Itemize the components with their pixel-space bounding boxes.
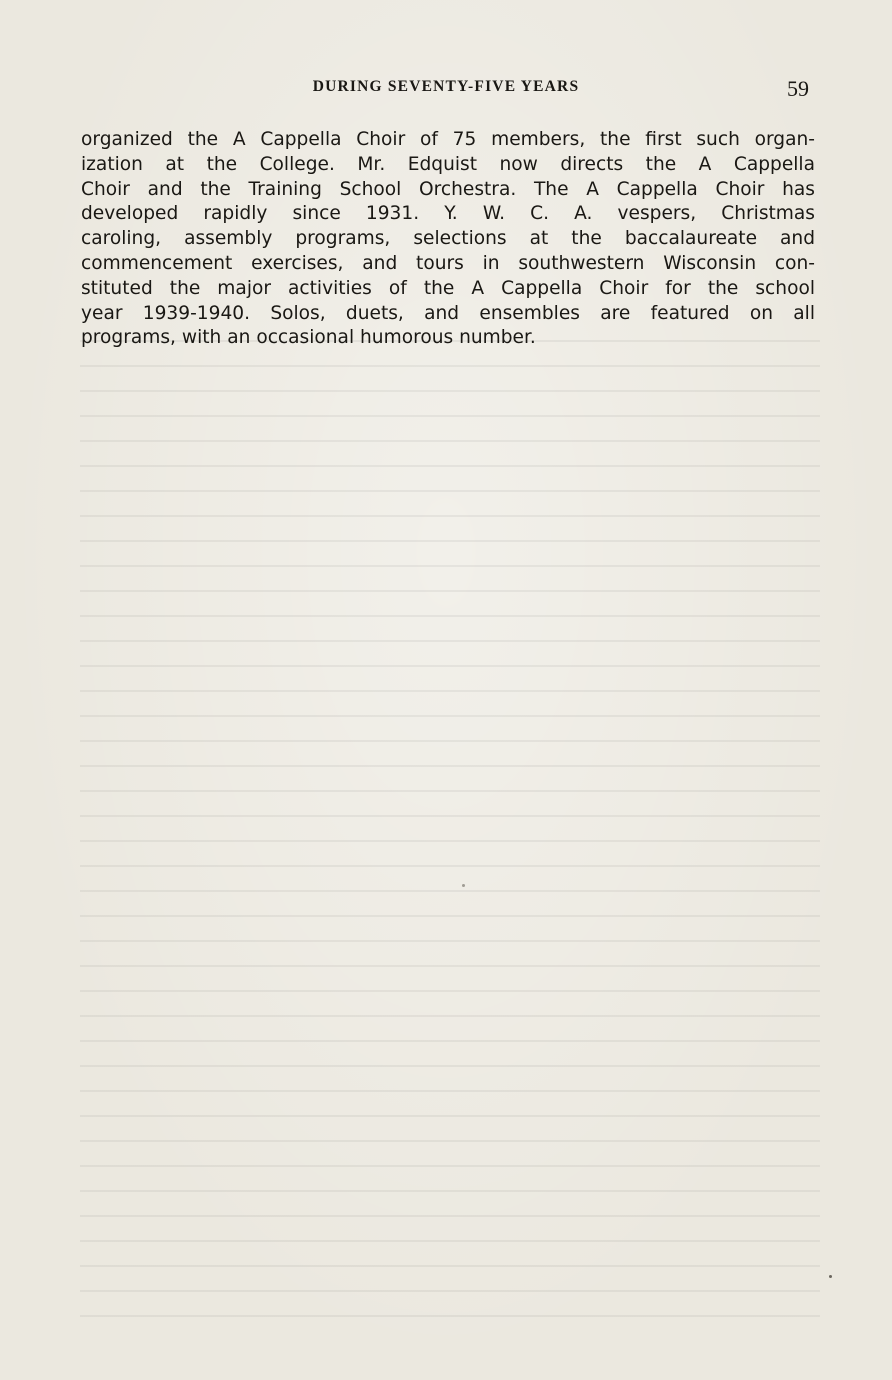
- text-line: Choir and the Training School Orchestra. The A Cappella Choir has: [81, 178, 815, 200]
- text-line: stituted the major activities of the A Cappella Choir for the school: [81, 277, 815, 299]
- text-line: year 1939-1940. Solos, duets, and ensembles are featured on all: [81, 302, 815, 324]
- text-line: organized the A Cappella Choir of 75 members, the first such organ-: [81, 129, 815, 150]
- running-header: DURING SEVENTY-FIVE YEARS: [312, 78, 580, 95]
- text-line: caroling, assembly programs, selections at the baccalaureate and: [81, 228, 815, 250]
- text-line: ization at the College. Mr. Edquist now directs the A Cappella: [81, 153, 815, 175]
- paper-speck: [462, 884, 465, 887]
- bleed-through-texture: [80, 340, 820, 1340]
- paper-speck: [829, 1275, 832, 1278]
- page-number: 59: [787, 76, 809, 101]
- text-line: developed rapidly since 1931. Y. W. C. A. vespers, Christmas: [81, 203, 815, 225]
- text-line: programs, with an occasional humorous number.: [81, 327, 536, 349]
- text-line: commencement exercises, and tours in southwestern Wisconsin con-: [81, 252, 815, 274]
- body-paragraph: [81, 128, 815, 351]
